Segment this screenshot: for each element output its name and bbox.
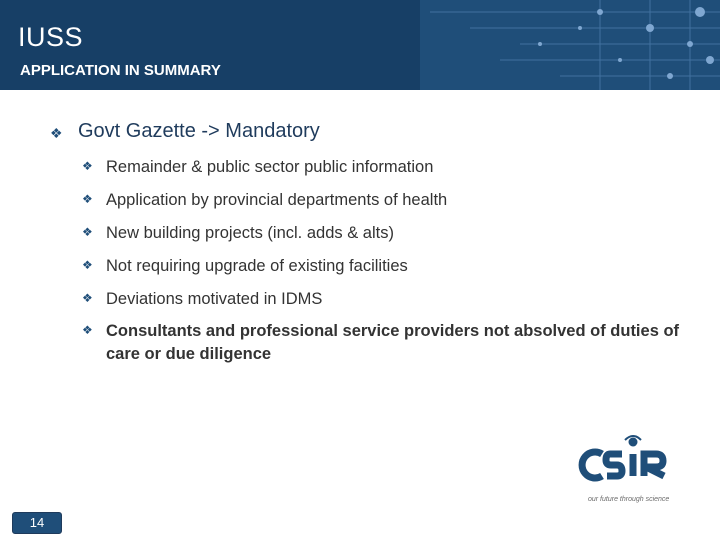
- sub-bullet-text: Consultants and professional service providers not absolved of duties of care or due diligence: [106, 322, 680, 363]
- bullet-arrow-icon: ❖: [82, 291, 93, 305]
- main-bullet-text: Govt Gazette -> Mandatory: [78, 120, 320, 142]
- logo-tagline: our future through science: [588, 496, 670, 503]
- bullet-arrow-icon: ❖: [50, 125, 63, 141]
- sub-bullet: [82, 288, 706, 311]
- bullet-arrow-icon: ❖: [82, 192, 93, 206]
- slide-header: [0, 0, 720, 90]
- bullet-arrow-icon: ❖: [82, 323, 93, 337]
- bullet-arrow-icon: ❖: [82, 159, 93, 173]
- sub-bullet-text: Deviations motivated in IDMS: [106, 290, 323, 308]
- bullet-arrow-icon: ❖: [82, 258, 93, 272]
- sub-bullet-text: Not requiring upgrade of existing facilities: [106, 257, 408, 275]
- sub-bullet: [82, 156, 706, 179]
- sub-bullet-text: Application by provincial departments of health: [106, 191, 448, 209]
- page-number: 14: [12, 512, 62, 534]
- sub-bullet-text: Remainder & public sector public information: [106, 158, 434, 176]
- main-bullet: [50, 120, 320, 143]
- sub-bullet: [82, 320, 706, 366]
- sub-bullet-text: New building projects (incl. adds & alts): [106, 224, 394, 242]
- bullet-arrow-icon: ❖: [82, 225, 93, 239]
- sub-bullet: [82, 222, 706, 245]
- sub-bullet: [82, 189, 706, 212]
- slide-subtitle: APPLICATION IN SUMMARY: [20, 62, 221, 79]
- sub-bullet: [82, 255, 706, 278]
- slide-title: IUSS: [18, 22, 84, 52]
